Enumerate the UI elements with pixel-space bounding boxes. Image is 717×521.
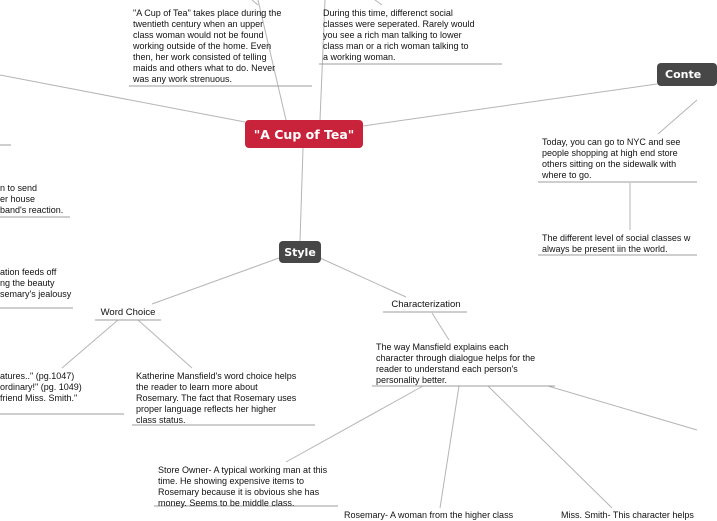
connector-note-upper-class [252, 0, 258, 5]
note-rosemary[interactable]: Rosemary- A woman from the higher class [344, 510, 514, 520]
connector-context-nyc [658, 100, 697, 134]
note-miss-smith[interactable]: Miss. Smith- This character helps [561, 510, 694, 520]
connector-dialogue-right [548, 386, 697, 430]
connector-style-wordchoice [152, 258, 279, 304]
connector-central-context [363, 84, 657, 126]
note-nyc-today[interactable]: Today, you can go to NYC and see people shopping at high end store others sitting on the sidewalk with where to go. [542, 137, 681, 180]
connector-dialogue-smith [488, 386, 612, 508]
note-quotes[interactable]: atures.." (pg.1047) ordinary!" (pg. 1049) friend Miss. Smith." [0, 371, 82, 403]
note-ation-feeds[interactable]: ation feeds off ng the beauty semary's jealousy [0, 267, 72, 299]
connector-style-characterization [320, 258, 406, 297]
main-topic-style-label: Style [284, 245, 316, 259]
note-classes-separated[interactable]: During this time, differenct social classes were seperated. Rarely would you see a rich man talking to lower class man or a rich woman talking to a working woman. [323, 8, 475, 62]
note-upper-class-woman[interactable]: "A Cup of Tea" takes place during the twentieth century when an upper class woman would not be found working outside of the home. Even then, her work consisted of telling maids and others what to do. Never was any work strenuous. [133, 8, 282, 84]
main-topic-style[interactable] [279, 241, 321, 263]
main-topic-context[interactable] [657, 63, 717, 86]
connector-wordchoice-desc [138, 320, 192, 368]
note-send-house[interactable]: n to send er house band's reaction. [0, 183, 64, 215]
main-topic-context-label: Conte [665, 68, 702, 81]
note-dialogue[interactable]: The way Mansfield explains each character through dialogue helps for the reader to understand each person's personality better. [376, 342, 536, 385]
note-store-owner[interactable]: Store Owner- A typical working man at this time. He showing expensive items to Rosemary because it is obvious she has money. Seems to be middle class. [158, 465, 328, 508]
subtopic-characterization[interactable]: Characterization [391, 299, 461, 310]
connector-characterization-dialogue [432, 313, 449, 340]
subtopic-word-choice[interactable]: Word Choice [100, 307, 156, 318]
central-topic[interactable] [245, 120, 363, 148]
central-topic-label: "A Cup of Tea" [253, 126, 355, 142]
connector-wordchoice-quotes [62, 320, 118, 368]
connector-dialogue-rosemary [440, 386, 459, 508]
connector-note-classes [375, 0, 382, 5]
connector-central-style [300, 148, 303, 241]
note-social-levels[interactable]: The different level of social classes w always be present iin the world. [542, 233, 691, 254]
note-word-choice-desc[interactable]: Katherine Mansfield's word choice helps the reader to learn more about Rosemary. The fact that Rosemary uses proper language reflects her higher class status. [136, 371, 297, 425]
